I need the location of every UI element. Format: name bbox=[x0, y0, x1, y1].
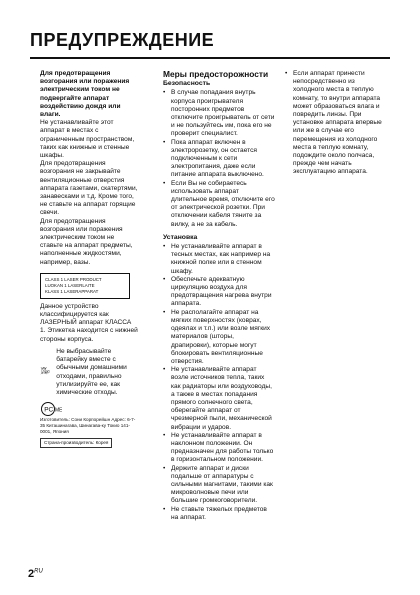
battery-disposal-text: Не выбрасывайте батарейку вместе с обычными домашними отходами, правильно утилизируйте ее, как химические отходы. bbox=[56, 347, 127, 396]
warning-paragraph-2: Для предотвращения возгорания не закрывайте вентиляционные отверстия аппарата газетами, скатертями, занавесками и т.д. Кроме того, не ставьте на аппарат горящие свечи. bbox=[40, 160, 138, 217]
page-number bbox=[28, 568, 43, 580]
safety-item: • Если Вы не собираетесь использовать аппарат длительное время, отключите его от электрической розетки. При отключении кабеля тяните за вилку, а не за кабель. bbox=[163, 180, 275, 229]
warning-intro: Для предотвращения возгорания или поражения электрическим током не подвергайте аппарат воздействию дождя или влаги. bbox=[40, 70, 130, 119]
condensation-list bbox=[285, 70, 385, 177]
precautions-heading: Меры предосторожности bbox=[163, 69, 269, 79]
svg-text:NL: NL bbox=[46, 372, 49, 374]
laser-line-2: LUOKAN 1 LASERLAITE bbox=[45, 282, 95, 288]
laser-label-box bbox=[40, 273, 130, 299]
certification-block bbox=[40, 401, 138, 417]
installation-subheading: Установка bbox=[163, 233, 198, 241]
safety-item: • В случае попадания внутрь корпуса проигрывателя посторонних предметов отключите проигрыватель от сети и не пользуйтесь им, пока его не проверит специалист. bbox=[163, 89, 275, 138]
left-column bbox=[40, 70, 138, 448]
installation-list bbox=[163, 243, 275, 522]
installation-item: • Не устанавливайте аппарат в наклонном положении. Он предназначен для работы только в горизонтальном положении. bbox=[163, 432, 275, 465]
installation-item: • Держите аппарат и диски подальше от аппаратуры с сильными магнитами, такими как микроволновые печи или большие громкоговорители. bbox=[163, 465, 275, 506]
page-title: ПРЕДУПРЕЖДЕНИЕ bbox=[30, 30, 215, 50]
safety-item: • Пока аппарат включен в электророзетку, он остается подключенным к сети электропитания, даже если питание аппарата выключено. bbox=[163, 139, 275, 180]
manufacturer-info: Изготовитель: Сони Корпорейшн Адрес: 6-7-35 Киташинагава, Шинагава-ку Токио 141-0001, Япония bbox=[40, 417, 136, 435]
certification-mark-icon bbox=[40, 401, 62, 417]
installation-item: • Не ставьте тяжелых предметов на аппарат. bbox=[163, 506, 275, 522]
right-column bbox=[285, 70, 385, 177]
warning-paragraph-1: Не устанавливайте этот аппарат в местах с ограниченным пространством, таких как книжные и стенные шкафы. bbox=[40, 119, 135, 160]
svg-text:PC: PC bbox=[44, 406, 54, 414]
laser-class-paragraph: Данное устройство классифицируется как ЛАЗЕРНЫЙ аппарат КЛАССА 1. Этикетка находится с нижней стороны корпуса. bbox=[40, 302, 138, 343]
origin-label: Страна-производитель: Корея bbox=[40, 438, 112, 448]
installation-item: • Обеспечьте адекватную циркуляцию воздуха для предотвращения нагрева внутри аппарата. bbox=[163, 276, 275, 309]
crossed-bin-icon bbox=[40, 348, 50, 394]
battery-disposal-block bbox=[40, 348, 138, 397]
safety-list bbox=[163, 89, 275, 228]
condensation-item: • Если аппарат принести непосредственно из холодного места в теплую комнату, то внутри аппарата может образоваться влага и повредить линзы. При установке аппарата впервые или же в случае его перемещения из холодного места в теплую комнату, подождите около полчаса, прежде чем начать эксплуатацию аппарата. bbox=[285, 70, 385, 177]
page-language: RU bbox=[34, 568, 43, 575]
laser-line-1: CLASS 1 LASER PRODUCT bbox=[45, 276, 102, 282]
page-number-value: 2 bbox=[28, 568, 35, 580]
safety-subheading: Безопасность bbox=[163, 80, 211, 88]
warning-paragraph-3: Для предотвращения возгорания или поражения электрическим током не ставьте на аппарат предметы, наполненные жидкостями, например, вазы. bbox=[40, 217, 133, 266]
title-rule bbox=[30, 57, 390, 59]
middle-column bbox=[163, 70, 275, 522]
installation-item: • Не располагайте аппарат на мягких поверхностях (коврах, одеялах и т.п.) или возле мягких материалов (шторы, драпировки), которые могут блокировать вентиляционные отверстия. bbox=[163, 309, 275, 366]
laser-line-3: KLASS 1 LASERAPPARAT bbox=[45, 288, 99, 294]
installation-item: • Не устанавливайте аппарат в тесных местах, как например на книжной полке или в стенном шкафу. bbox=[163, 243, 275, 276]
svg-text:ME: ME bbox=[55, 407, 62, 414]
installation-item: • Не устанавливайте аппарат возле источников тепла, таких как радиаторы или воздуховоды, а также в местах попадания прямого солнечного света, оберегайте аппарат от чрезмерной пыли, механической вибрации и ударов. bbox=[163, 366, 275, 432]
